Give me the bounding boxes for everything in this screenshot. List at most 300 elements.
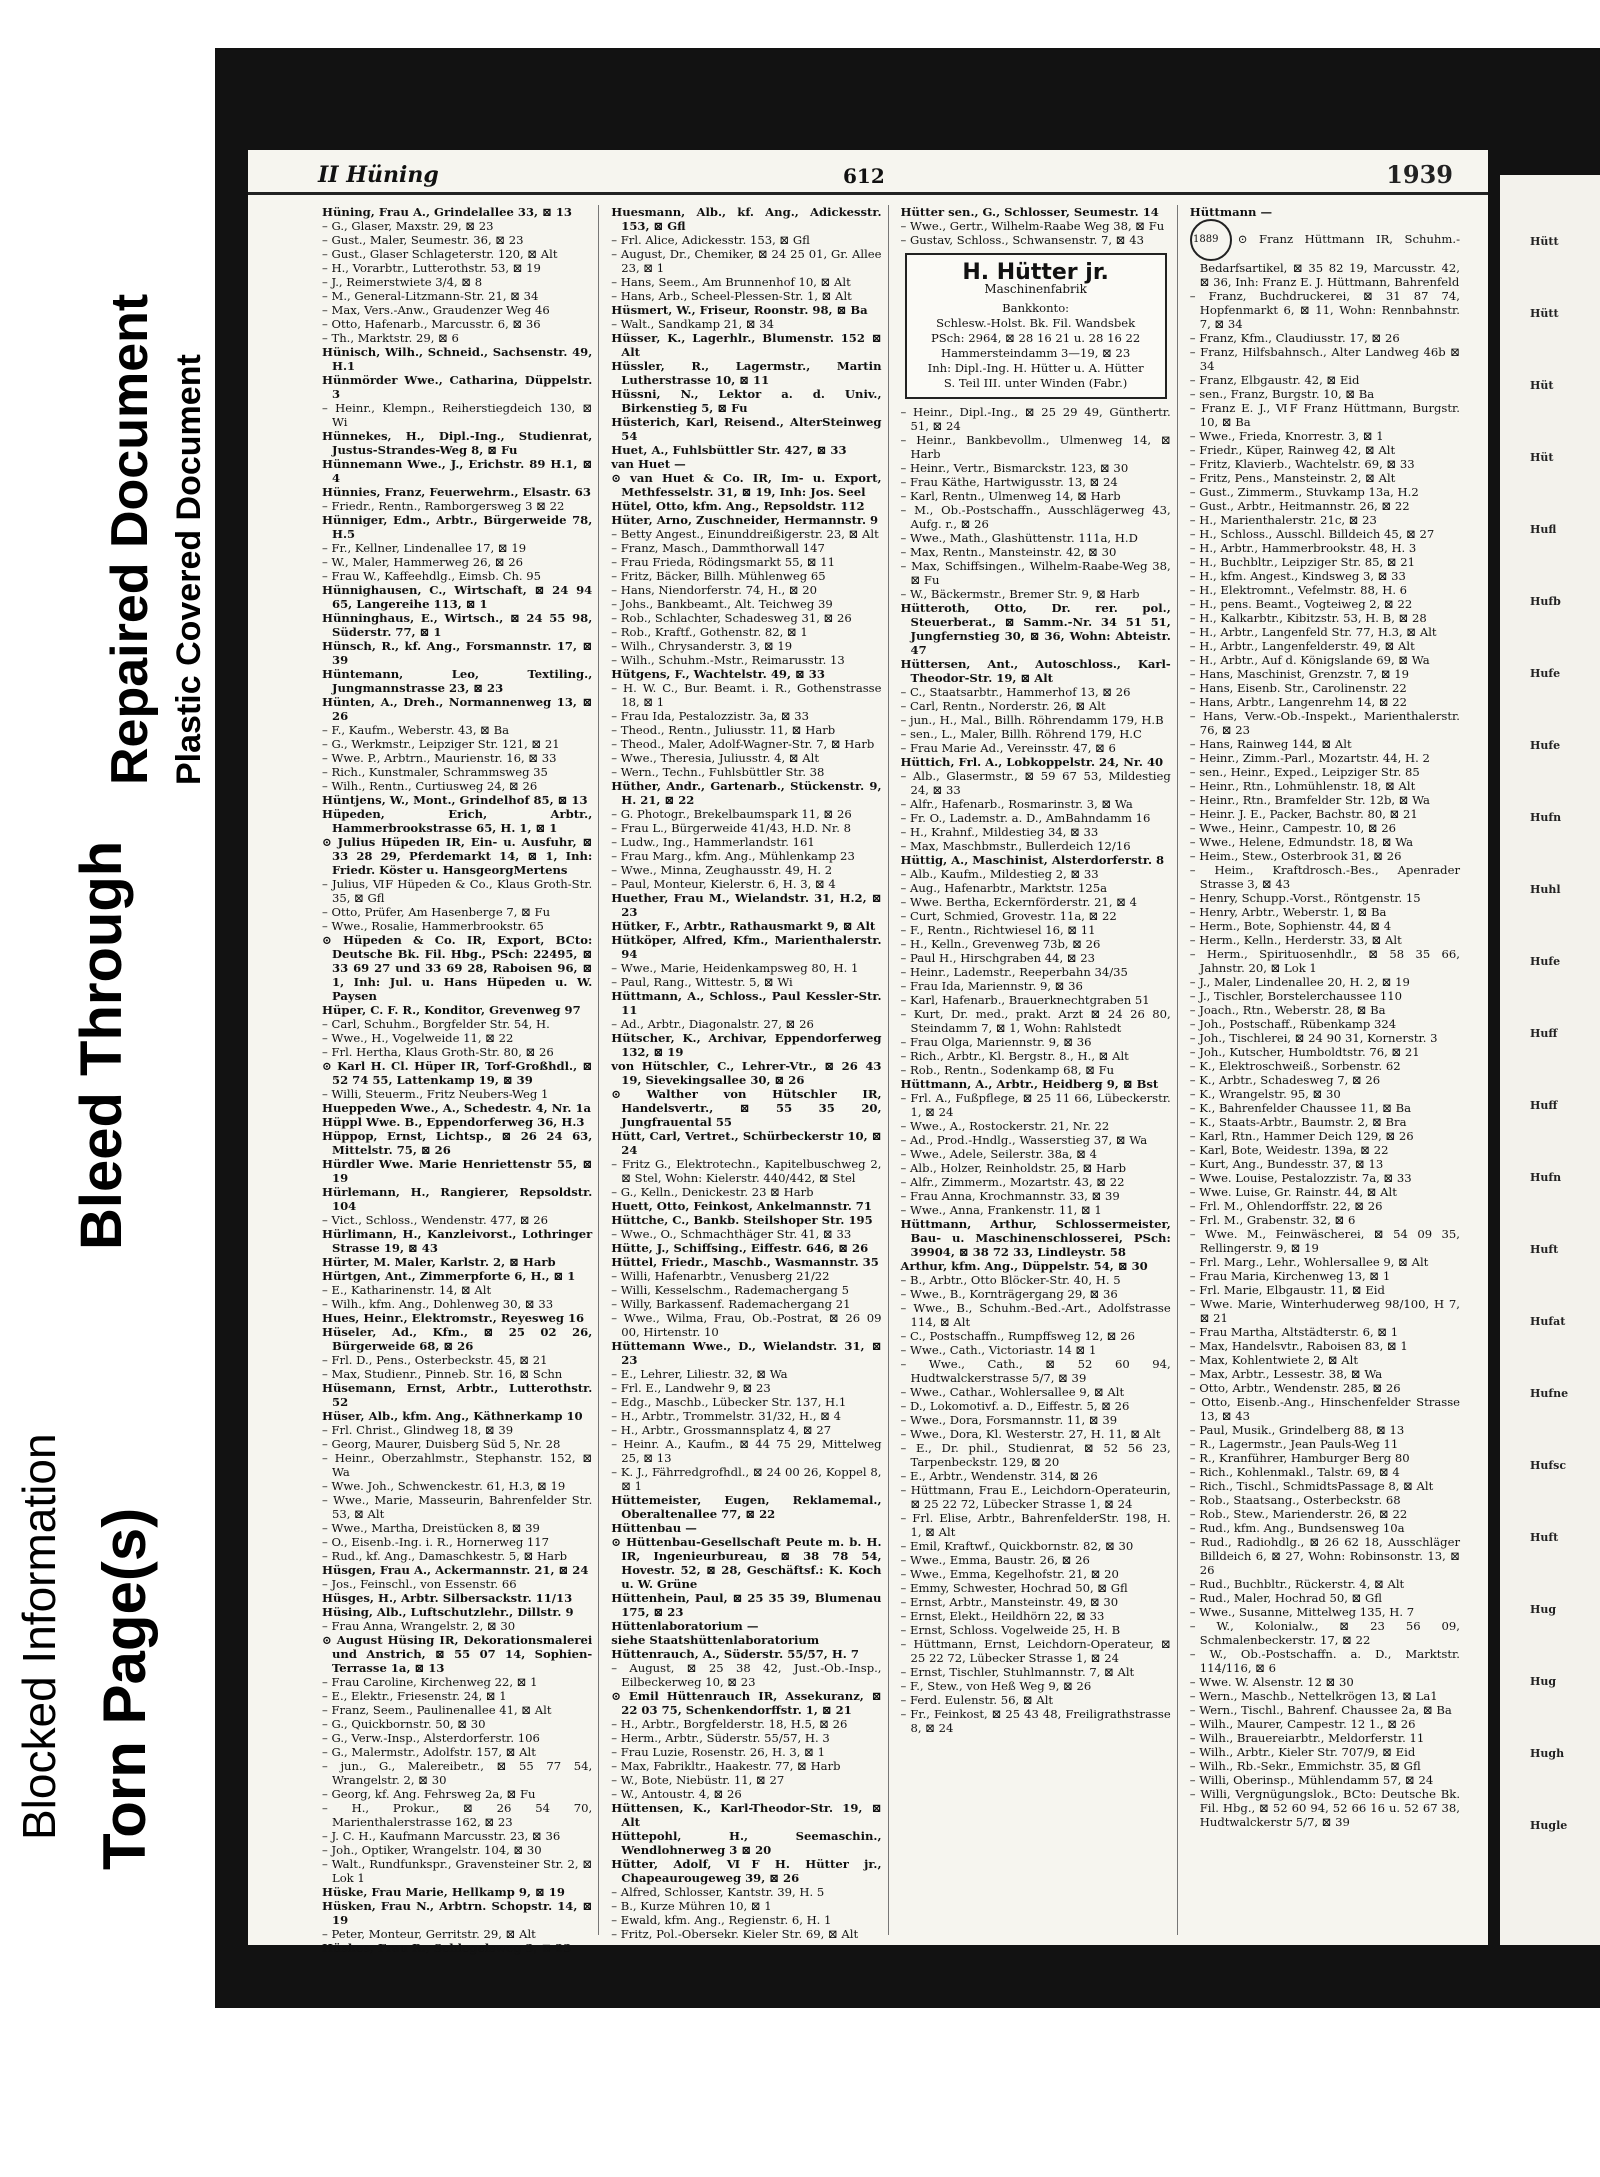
directory-entry: – Wwe., Minna, Zeughausstr. 49, H. 2 — [611, 863, 833, 877]
directory-entry: Hüsemann, Ernst, Arbtr., Lutterothstr. 52 — [322, 1381, 593, 1409]
directory-entry: – Alfred, Schlosser, Kantstr. 39, H. 5 — [611, 1885, 825, 1899]
directory-entry: – Frau Martha, Altstädterstr. 6, ⊠ 1 — [1189, 1325, 1399, 1339]
directory-entry: – Herm., Spirituosenhdlr., ⊠ 58 35 66, Jahnstr. 20, ⊠ Lok 1 — [1189, 947, 1460, 975]
directory-entry: – Frau Anna, Krochmannstr. 33, ⊠ 39 — [900, 1189, 1120, 1203]
directory-entry: – Otto, Arbtr., Wendenstr. 285, ⊠ 26 — [1189, 1381, 1401, 1395]
directory-entry: – Frl. Christ., Glindweg 18, ⊠ 39 — [322, 1423, 514, 1437]
directory-entry: Hüttmann, A., Schloss., Paul Kessler-Str. 11 — [611, 989, 882, 1017]
directory-entry-featured — [1190, 219, 1460, 289]
directory-entry: Hüttersen, Ant., Autoschloss., Karl-Theodor-Str. 19, ⊠ Alt — [900, 657, 1171, 685]
directory-entry: – Frau Käthe, Hartwigusstr. 13, ⊠ 24 — [900, 475, 1118, 489]
directory-entry: – Rob., Rentn., Sodenkamp 68, ⊠ Fu — [900, 1063, 1115, 1077]
adjacent-page-fragment: Hufb — [1530, 595, 1561, 608]
directory-entry: – Ernst, Tischler, Stuhlmannstr. 7, ⊠ Alt — [900, 1665, 1135, 1679]
directory-entry: – Hans, Seem., Am Brunnenhof 10, ⊠ Alt — [611, 275, 851, 289]
directory-entry: Hüttmann, A., Arbtr., Heidberg 9, ⊠ Bst — [900, 1077, 1159, 1091]
directory-entry: Hütter, Adolf, ⅥF H. Hütter jr., Chapeaurougeweg 39, ⊠ 26 — [611, 1857, 882, 1885]
directory-entry: – Herm., Kelln., Herderstr. 33, ⊠ Alt — [1189, 933, 1402, 947]
directory-entry: Hütköper, Alfred, Kfm., Marienthalerstr. 94 — [611, 933, 882, 961]
directory-entry: ⊙ Emil Hüttenrauch IR, Assekuranz, ⊠ 22 03 75, Schenkendorffstr. 1, ⊠ 21 — [611, 1689, 882, 1717]
directory-entry: – Rud., kf. Ang., Damaschkestr. 5, ⊠ Harb — [322, 1549, 568, 1563]
directory-entry: Hütel, Otto, kfm. Ang., Repsoldstr. 112 — [611, 499, 865, 513]
directory-entry: Hürlimann, H., Kanzleivorst., Lothringer Strasse 19, ⊠ 43 — [322, 1227, 593, 1255]
directory-entry: ⊙ Karl H. Cl. Hüper IR, Torf-Großhdl., ⊠ 52 74 55, Lattenkamp 19, ⊠ 39 — [322, 1059, 593, 1087]
directory-entry: – Edg., Maschb., Lübecker Str. 137, H.1 — [611, 1395, 847, 1409]
directory-entry: Hüppop, Ernst, Lichtsp., ⊠ 26 24 63, Mittelstr. 75, ⊠ 26 — [322, 1129, 593, 1157]
directory-entry: – Wilh., Maurer, Campestr. 12 1., ⊠ 26 — [1189, 1717, 1416, 1731]
directory-entry: – Friedr., Rentn., Ramborgersweg 3 ⊠ 22 — [322, 499, 565, 513]
directory-entry: ⊙ August Hüsing IR, Dekorationsmalerei und Anstrich, ⊠ 55 07 14, Sophien-Terrasse 1a, ⊠ 13 — [322, 1633, 593, 1675]
directory-entry: Hüsges, H., Arbtr. Silbersackstr. 11/13 — [322, 1591, 573, 1605]
directory-entry: – K., Wrangelstr. 95, ⊠ 30 — [1189, 1087, 1341, 1101]
directory-entry: – Rob., Kraftf., Gothenstr. 82, ⊠ 1 — [611, 625, 808, 639]
directory-entry: – Fritz, Pol.-Obersekr. Kieler Str. 69, ⊠ Alt — [611, 1927, 859, 1941]
directory-entry: – Walt., Sandkamp 21, ⊠ 34 — [611, 317, 775, 331]
adjacent-page-fragment: Hufe — [1530, 739, 1561, 752]
directory-entry: – Rich., Kunstmaler, Schrammsweg 35 — [322, 765, 548, 779]
adjacent-page-text — [1500, 235, 1600, 1833]
year-stamp: 1939 — [1386, 160, 1453, 189]
directory-entry: – Wwe. Luise, Gr. Rainstr. 44, ⊠ Alt — [1189, 1185, 1397, 1199]
directory-entry: – H. W. C., Bur. Beamt. i. R., Gothenstrasse 18, ⊠ 1 — [611, 681, 882, 709]
directory-entry: Hüning, Frau A., Grindelallee 33, ⊠ 13 — [322, 205, 572, 219]
adjacent-page-fragment: Hütt — [1530, 307, 1559, 320]
directory-entry: – H., kfm. Angest., Kindsweg 3, ⊠ 33 — [1189, 569, 1406, 583]
entry-columns — [316, 205, 1466, 1955]
directory-entry: – Frl. D., Pens., Osterbeckstr. 45, ⊠ 21 — [322, 1353, 548, 1367]
adjacent-page-fragment: Hug — [1530, 1603, 1557, 1616]
directory-entry: – jun., H., Mal., Billh. Röhrendamm 179, H.B — [900, 713, 1164, 727]
directory-entry: – Ernst, Elekt., Heildhörn 22, ⊠ 33 — [900, 1609, 1105, 1623]
directory-entry: – Ernst, Schloss. Vogelweide 25, H. B — [900, 1623, 1121, 1637]
directory-entry: – Joach., Rtn., Weberstr. 28, ⊠ Ba — [1189, 1003, 1386, 1017]
directory-entry: – H., Kalkarbtr., Kibitzstr. 53, H. B, ⊠ 28 — [1189, 611, 1427, 625]
directory-entry: – Wwe., Adele, Seilerstr. 38a, ⊠ 4 — [900, 1147, 1098, 1161]
directory-entry: – Curt, Schmied, Grovestr. 11a, ⊠ 22 — [900, 909, 1117, 923]
directory-entry: – Hans, Niendorferstr. 74, H., ⊠ 20 — [611, 583, 818, 597]
directory-entry: – Wern., Tischl., Bahrenf. Chaussee 2a, ⊠ Ba — [1189, 1703, 1452, 1717]
directory-entry: – R., Lagermstr., Jean Pauls-Weg 11 — [1189, 1437, 1399, 1451]
directory-entry: Hüttemann Wwe., D., Wielandstr. 31, ⊠ 23 — [611, 1339, 882, 1367]
directory-entry: – B., Kurze Mühren 10, ⊠ 1 — [611, 1899, 772, 1913]
directory-entry: – Wwe., Rosalie, Hammerbrookstr. 65 — [322, 919, 544, 933]
directory-entry: – Frau W., Kaffeehdlg., Eimsb. Ch. 95 — [322, 569, 542, 583]
directory-entry: Hürtgen, Ant., Zimmerpforte 6, H., ⊠ 1 — [322, 1269, 576, 1283]
adjacent-page-fragment: Huff — [1530, 1099, 1558, 1112]
column-1 — [316, 205, 599, 1955]
directory-entry: – Karl, Hafenarb., Brauerknechtgraben 51 — [900, 993, 1150, 1007]
directory-entry: – H., Prokur., ⊠ 26 54 70, Marienthalerstrasse 162, ⊠ 23 — [322, 1801, 593, 1829]
directory-entry: Hüttel, Friedr., Maschb., Wasmannstr. 35 — [611, 1255, 879, 1269]
directory-entry: – Fritz, Klavierb., Wachtelstr. 69, ⊠ 33 — [1189, 457, 1415, 471]
column-4 — [1184, 205, 1466, 1935]
page-header — [248, 150, 1488, 195]
directory-entry: – Wwe., Frieda, Knorrestr. 3, ⊠ 1 — [1189, 429, 1384, 443]
directory-entry: Huett, Otto, Feinkost, Ankelmannstr. 71 — [611, 1199, 872, 1213]
directory-entry: – Max, Kohlentwiete 2, ⊠ Alt — [1189, 1353, 1359, 1367]
column-3 — [895, 205, 1178, 1935]
directory-entry: – Peter, Monteur, Gerritstr. 29, ⊠ Alt — [322, 1927, 536, 1941]
directory-entry: Hues, Heinr., Elektromstr., Reyesweg 16 — [322, 1311, 585, 1325]
directory-entry: – W., Bote, Niebüstr. 11, ⊠ 27 — [611, 1773, 785, 1787]
adjacent-page-fragment: Huft — [1530, 1531, 1559, 1544]
directory-entry: – Ad., Prod.-Hndlg., Wasserstieg 37, ⊠ Wa — [900, 1133, 1148, 1147]
directory-entry: Hürter, M. Maler, Karlstr. 2, ⊠ Harb — [322, 1255, 556, 1269]
directory-entry: Hüttenlaboratorium — — [611, 1619, 759, 1633]
directory-entry: – Friedr., Küper, Rainweg 42, ⊠ Alt — [1189, 443, 1396, 457]
directory-entry: – Franz, Kfm., Claudiusstr. 17, ⊠ 26 — [1189, 331, 1400, 345]
directory-entry: – Wwe. P., Arbtrn., Maurienstr. 16, ⊠ 33 — [322, 751, 557, 765]
directory-entry: – Wilh., Rentn., Curtiusweg 24, ⊠ 26 — [322, 779, 538, 793]
directory-entry: – Franz, Hilfsbahnsch., Alter Landweg 46b ⊠ 34 — [1189, 345, 1460, 373]
directory-entry: – C., Postschaffn., Rumpffsweg 12, ⊠ 26 — [900, 1329, 1135, 1343]
ad-line: PSch: 2964, ⊠ 28 16 21 u. 28 16 22 — [930, 331, 1141, 345]
directory-entry: – Willi, Hafenarbtr., Venusberg 21/22 — [611, 1269, 830, 1283]
directory-entry: – Joh., Kutscher, Humboldtstr. 76, ⊠ 21 — [1189, 1045, 1420, 1059]
directory-entry: – Frau Marie Ad., Vereinsstr. 47, ⊠ 6 — [900, 741, 1116, 755]
directory-entry: – Paul H., Hirschgraben 44, ⊠ 23 — [900, 951, 1096, 965]
directory-entry: – H., Vorarbtr., Lutterothstr. 53, ⊠ 19 — [322, 261, 541, 275]
directory-entry: – M., Ob.-Postschaffn., Ausschlägerweg 43, Aufg. r., ⊠ 26 — [900, 503, 1171, 531]
directory-entry: – Hans, Arbtr., Langenrehm 14, ⊠ 22 — [1189, 695, 1408, 709]
directory-entry: ⊙ Julius Hüpeden IR, Ein- u. Ausfuhr, ⊠ 33 28 29, Pferdemarkt 14, ⊠ 1, Inh: Friedr. Köster u. HansgeorgMertens — [322, 835, 593, 877]
directory-entry: van Huet — — [611, 457, 686, 471]
directory-entry: – Aug., Hafenarbtr., Marktstr. 125a — [900, 881, 1108, 895]
directory-entry: Hüpeden, Erich, Arbtr., Hammerbrookstrasse 65, H. 1, ⊠ 1 — [322, 807, 593, 835]
directory-entry: – Otto, Eisenb.-Ang., Hinschenfelder Strasse 13, ⊠ 43 — [1189, 1395, 1460, 1423]
directory-entry: – Heinr., Oberzahlmstr., Stephanstr. 152, ⊠ Wa — [322, 1451, 593, 1479]
directory-entry: – Frau Ida, Mariennstr. 9, ⊠ 36 — [900, 979, 1083, 993]
directory-entry: – H., Marienthalerstr. 21c, ⊠ 23 — [1189, 513, 1377, 527]
directory-entry: – Frl. Hertha, Klaus Groth-Str. 80, ⊠ 26 — [322, 1045, 554, 1059]
directory-entry: – Heinr., Vertr., Bismarckstr. 123, ⊠ 30 — [900, 461, 1129, 475]
directory-entry: Hürdler Wwe. Marie Henriettenstr 55, ⊠ 19 — [322, 1157, 593, 1185]
directory-entry: Hünnemann Wwe., J., Erichstr. 89 H.1, ⊠ 4 — [322, 457, 593, 485]
adjacent-page-strip — [1500, 175, 1600, 1945]
adjacent-page-fragment: Hüt — [1530, 379, 1554, 392]
adjacent-page-fragment: Hufat — [1530, 1315, 1566, 1328]
directory-entry: – Hans, Arb., Scheel-Plessen-Str. 1, ⊠ Alt — [611, 289, 852, 303]
directory-entry: – sen., L., Maler, Billh. Röhrend 179, H.C — [900, 727, 1142, 741]
directory-entry: Huesmann, Alb., kf. Ang., Adickesstr. 153, ⊠ Gfl — [611, 205, 882, 233]
directory-entry: Hüttig, A., Maschinist, Alsterdorferstr. 8 — [900, 853, 1165, 867]
directory-entry: – Emmy, Schwester, Hochrad 50, ⊠ Gfl — [900, 1581, 1128, 1595]
directory-entry: – K., Bahrenfelder Chaussee 11, ⊠ Ba — [1189, 1101, 1412, 1115]
directory-entry: – Heinr., Zimm.-Parl., Mozartstr. 44, H. 2 — [1189, 751, 1430, 765]
directory-entry: – Wwe., Cath., ⊠ 52 60 94, Hudtwalckerstrasse 5/7, ⊠ 39 — [900, 1357, 1171, 1385]
directory-entry: – Wwe., Emma, Baustr. 26, ⊠ 26 — [900, 1553, 1090, 1567]
adjacent-page-fragment: Hufe — [1530, 667, 1561, 680]
directory-entry: – Wilh., Brauereiarbtr., Meldorferstr. 11 — [1189, 1731, 1425, 1745]
directory-entry: – Gust., Zimmerm., Stuvkamp 13a, H.2 — [1189, 485, 1419, 499]
directory-entry: – Max, Studienr., Pinneb. Str. 16, ⊠ Schn — [322, 1367, 563, 1381]
directory-entry: Hüntjens, W., Mont., Grindelhof 85, ⊠ 13 — [322, 793, 588, 807]
directory-entry: – Franz E. J., ⅥF Franz Hüttmann, Burgstr. 10, ⊠ Ba — [1189, 401, 1460, 429]
directory-entry: – C., Staatsarbtr., Hammerhof 13, ⊠ 26 — [900, 685, 1131, 699]
directory-entry: Hüttemeister, Eugen, Reklamemal., Oberaltenallee 77, ⊠ 22 — [611, 1493, 882, 1521]
directory-entry: – Frau Frieda, Rödingsmarkt 55, ⊠ 11 — [611, 555, 836, 569]
directory-entry: – Wilh., Arbtr., Kieler Str. 707/9, ⊠ Eid — [1189, 1745, 1416, 1759]
directory-entry: – Wern., Techn., Fuhlsbüttler Str. 38 — [611, 765, 825, 779]
directory-entry: – Fr., Kellner, Lindenallee 17, ⊠ 19 — [322, 541, 527, 555]
directory-entry: Hüssni, N., Lektor a. d. Univ., Birkenstieg 5, ⊠ Fu — [611, 387, 882, 415]
directory-entry: – Wwe., Dora, Kl. Westerstr. 27, H. 11, ⊠ Alt — [900, 1427, 1161, 1441]
directory-entry: – Wwe. M., Feinwäscherei, ⊠ 54 09 35, Rellingerstr. 9, ⊠ 19 — [1189, 1227, 1460, 1255]
directory-entry: – Gust., Maler, Seumestr. 36, ⊠ 23 — [322, 233, 524, 247]
directory-entry: – Wwe., Heinr., Campestr. 10, ⊠ 26 — [1189, 821, 1397, 835]
directory-entry: Hüttenrauch, A., Süderstr. 55/57, H. 7 — [611, 1647, 859, 1661]
directory-entry: – Franz, Buchdruckerei, ⊠ 31 87 74, Hopfenmarkt 6, ⊠ 11, Wohn: Rennbahnstr. 7, ⊠ 34 — [1189, 289, 1460, 331]
directory-entry: Huet, A., Fuhlsbüttler Str. 427, ⊠ 33 — [611, 443, 847, 457]
directory-entry: Hüttensen, K., Karl-Theodor-Str. 19, ⊠ Alt — [611, 1801, 882, 1829]
adjacent-page-fragment: Hufsc — [1530, 1459, 1567, 1472]
directory-entry: – H., Krahnf., Mildestieg 34, ⊠ 33 — [900, 825, 1099, 839]
directory-entry: – Max, Arbtr., Lessestr. 38, ⊠ Wa — [1189, 1367, 1383, 1381]
directory-entry: – jun., G., Malereibetr., ⊠ 55 77 54, Wrangelstr. 2, ⊠ 30 — [322, 1759, 593, 1787]
directory-entry: Hütter sen., G., Schlosser, Seumestr. 14 — [900, 205, 1159, 219]
directory-entry: – Frau Caroline, Kirchenweg 22, ⊠ 1 — [322, 1675, 538, 1689]
directory-entry: – Betty Angest., Einunddreißigerstr. 23, ⊠ Alt — [611, 527, 879, 541]
directory-entry: – Walt., Rundfunkspr., Gravensteiner Str. 2, ⊠ Lok 1 — [322, 1857, 593, 1885]
directory-entry: – Theod., Rentn., Juliusstr. 11, ⊠ Harb — [611, 723, 836, 737]
directory-entry: – Kurt, Ang., Bundesstr. 37, ⊠ 13 — [1189, 1157, 1384, 1171]
directory-entry: – Franz, Elbgaustr. 42, ⊠ Eid — [1189, 373, 1360, 387]
directory-entry: Hüskes, Frau R., Schlegelsweg 3, ⊠ 23 — [322, 1941, 572, 1955]
directory-entry: – Heinr. A., Kaufm., ⊠ 44 75 29, Mittelweg 25, ⊠ 13 — [611, 1437, 882, 1465]
directory-entry: – F., Stew., von Heß Weg 9, ⊠ 26 — [900, 1679, 1092, 1693]
label-bleed-through: Bleed Through — [69, 840, 134, 1250]
directory-entry: – G., Quickbornstr. 50, ⊠ 30 — [322, 1717, 486, 1731]
directory-entry: Hüttmann — — [1189, 205, 1273, 219]
directory-entry: Hüsken, Frau N., Arbtrn. Schopstr. 14, ⊠ 19 — [322, 1899, 593, 1927]
ad-line: Bankkonto: — [1002, 301, 1070, 315]
directory-entry: – Max, Rentn., Mansteinstr. 42, ⊠ 30 — [900, 545, 1117, 559]
directory-entry: – Kurt, Dr. med., prakt. Arzt ⊠ 24 26 80, Steindamm 7, ⊠ 1, Wohn: Rahlstedt — [900, 1007, 1171, 1035]
directory-entry: – Wwe. Marie, Winterhuderweg 98/100, H 7, ⊠ 21 — [1189, 1297, 1460, 1325]
directory-entry: Hüttmann, Arthur, Schlossermeister, Bau- u. Maschinenschlosserei, PSch: 39904, ⊠ 38 72 33, Lindleystr. 58 — [900, 1217, 1171, 1259]
directory-entry: – Heinr., Bankbevollm., Ulmenweg 14, ⊠ Harb — [900, 433, 1171, 461]
directory-entry: – Karl, Rtn., Hammer Deich 129, ⊠ 26 — [1189, 1129, 1414, 1143]
directory-entry: – H., Arbtr., Hammerbrookstr. 48, H. 3 — [1189, 541, 1417, 555]
directory-entry: – Otto, Prüfer, Am Hasenberge 7, ⊠ Fu — [322, 905, 551, 919]
ad-line: S. Teil III. unter Winden (Fabr.) — [943, 376, 1128, 390]
directory-entry: – F., Kaufm., Weberstr. 43, ⊠ Ba — [322, 723, 510, 737]
directory-entry: – Joh., Optiker, Wrangelstr. 104, ⊠ 30 — [322, 1843, 542, 1857]
directory-entry: – W., Ob.-Postschaffn. a. D., Marktstr. 114/116, ⊠ 6 — [1189, 1647, 1460, 1675]
directory-entry: – Heinr., Rtn., Lohmühlenstr. 18, ⊠ Alt — [1189, 779, 1416, 793]
directory-entry: – Wwe., Susanne, Mittelweg 135, H. 7 — [1189, 1605, 1415, 1619]
directory-entry: – Hüttmann, Ernst, Leichdorn-Operateur, ⊠ 25 22 72, Lübecker Strasse 1, ⊠ 24 — [900, 1637, 1171, 1665]
directory-entry: – Frau Luzie, Rosenstr. 26, H. 3, ⊠ 1 — [611, 1745, 825, 1759]
directory-entry: – sen., Heinr., Exped., Leipziger Str. 85 — [1189, 765, 1420, 779]
directory-entry: Hüttenhein, Paul, ⊠ 25 35 39, Blumenau 175, ⊠ 23 — [611, 1591, 882, 1619]
directory-entry: – Theod., Maler, Adolf-Wagner-Str. 7, ⊠ Harb — [611, 737, 875, 751]
adjacent-page-fragment: Huhl — [1530, 883, 1561, 896]
directory-entry: – Frl. M., Ohlendorffstr. 22, ⊠ 26 — [1189, 1199, 1383, 1213]
directory-entry: – F., Rentn., Richtwiesel 16, ⊠ 11 — [900, 923, 1096, 937]
directory-entry: – Frau Marg., kfm. Ang., Mühlenkamp 23 — [611, 849, 855, 863]
directory-entry: – Herm., Arbtr., Süderstr. 55/57, H. 3 — [611, 1731, 830, 1745]
directory-entry: ⊙ Hüttenbau-Gesellschaft Peute m. b. H. IR, Ingenieurbureau, ⊠ 38 78 54, Hovestr. 52, ⊠ 28, Geschäftsf.: K. Koch u. W. Grüne — [611, 1535, 882, 1591]
directory-entry: – K., Elektroschweiß., Sorbenstr. 62 — [1189, 1059, 1401, 1073]
directory-entry: – Rud., kfm. Ang., Bundsensweg 10a — [1189, 1521, 1405, 1535]
directory-entry: – Wilh., Schuhm.-Mstr., Reimarusstr. 13 — [611, 653, 845, 667]
directory-entry: – H., Arbtr., Auf d. Königslande 69, ⊠ Wa — [1189, 653, 1430, 667]
directory-entry: – Heinr., Lademstr., Reeperbahn 34/35 — [900, 965, 1128, 979]
directory-entry: Hüttepohl, H., Seemaschin., Wendlohnerweg 3 ⊠ 20 — [611, 1829, 882, 1857]
directory-entry: siehe Staatshüttenlaboratorium — [611, 1633, 820, 1647]
directory-entry: – Wwe., Gertr., Wilhelm-Raabe Weg 38, ⊠ Fu — [900, 219, 1165, 233]
directory-entry: – Frau Ida, Pestalozzistr. 3a, ⊠ 33 — [611, 709, 809, 723]
directory-entry: – Wwe., Theresia, Juliusstr. 4, ⊠ Alt — [611, 751, 819, 765]
directory-entry: Hünniger, Edm., Arbtr., Bürgerweide 78, H.5 — [322, 513, 593, 541]
directory-entry: – Wwe., Martha, Dreistücken 8, ⊠ 39 — [322, 1521, 540, 1535]
adjacent-page-fragment: Hufl — [1530, 523, 1557, 536]
directory-entry: – E., Dr. phil., Studienrat, ⊠ 52 56 23, Tarpenbeckstr. 129, ⊠ 20 — [900, 1441, 1171, 1469]
directory-entry: – Fritz G., Elektrotechn., Kapitelbuschweg 2, ⊠ Stel, Wohn: Kielerstr. 440/442, ⊠ Stel — [611, 1157, 882, 1185]
directory-entry: – Heim., Stew., Osterbrook 31, ⊠ 26 — [1189, 849, 1402, 863]
directory-entry: – Ad., Arbtr., Diagonalstr. 27, ⊠ 26 — [611, 1017, 814, 1031]
directory-entry: – August, Dr., Chemiker, ⊠ 24 25 01, Gr. Allee 23, ⊠ 1 — [611, 247, 882, 275]
directory-entry: – Rob., Schlachter, Schadesweg 31, ⊠ 26 — [611, 611, 852, 625]
directory-entry: – Frl. E., Landwehr 9, ⊠ 23 — [611, 1381, 771, 1395]
directory-entry: – Max, Vers.-Anw., Graudenzer Weg 46 — [322, 303, 550, 317]
directory-entry: – Rich., Kohlenmakl., Talstr. 69, ⊠ 4 — [1189, 1465, 1400, 1479]
directory-entry: – sen., Franz, Burgstr. 10, ⊠ Ba — [1189, 387, 1375, 401]
directory-entry: – Hans, Rainweg 144, ⊠ Alt — [1189, 737, 1352, 751]
section-heading: II Hüning — [318, 162, 439, 188]
directory-entry: – Alb., Holzer, Reinholdstr. 25, ⊠ Harb — [900, 1161, 1127, 1175]
directory-entry: – Wwe., Dora, Forsmannstr. 11, ⊠ 39 — [900, 1413, 1118, 1427]
directory-entry: – G., Glaser, Maxstr. 29, ⊠ 23 — [322, 219, 494, 233]
directory-entry: – Wwe., O., Schmachthäger Str. 41, ⊠ 33 — [611, 1227, 852, 1241]
directory-entry: – Willi, Kesselschm., Rademachergang 5 — [611, 1283, 850, 1297]
directory-entry: – G., Verw.-Insp., Alsterdorferstr. 106 — [322, 1731, 540, 1745]
directory-entry: – Ferd. Eulenstr. 56, ⊠ Alt — [900, 1693, 1054, 1707]
directory-entry: – Frl. M., Grabenstr. 32, ⊠ 6 — [1189, 1213, 1356, 1227]
directory-entry: – Max, Schiffsingen., Wilhelm-Raabe-Weg 38, ⊠ Fu — [900, 559, 1171, 587]
directory-entry: – Henry, Schupp.-Vorst., Röntgenstr. 15 — [1189, 891, 1421, 905]
ad-line: Inh: Dipl.-Ing. H. Hütter u. A. Hütter — [927, 361, 1144, 375]
directory-entry: – Alfr., Zimmerm., Mozartstr. 43, ⊠ 22 — [900, 1175, 1125, 1189]
directory-entry: Hüttenbau — — [611, 1521, 697, 1535]
directory-entry: – K. J., Fährredgrofhdl., ⊠ 24 00 26, Koppel 8, ⊠ 1 — [611, 1465, 882, 1493]
directory-entry: Hütteroth, Otto, Dr. rer. pol., Steuerberat., ⊠ Samm.-Nr. 34 51 51, Jungfernstieg 30, ⊠ 36, Wohn: Abteistr. 47 — [900, 601, 1171, 657]
directory-entry: – Rich., Arbtr., Kl. Bergstr. 8., H., ⊠ Alt — [900, 1049, 1129, 1063]
directory-entry: – H., pens. Beamt., Vogteiweg 2, ⊠ 22 — [1189, 597, 1413, 611]
column-2 — [605, 205, 888, 1941]
directory-entry: Hünsch, R., kf. Ang., Forsmannstr. 17, ⊠ 39 — [322, 639, 593, 667]
adjacent-page-fragment: Hugle — [1530, 1819, 1568, 1832]
directory-entry: Hüsing, Alb., Luftschutzlehr., Dillstr. 9 — [322, 1605, 574, 1619]
directory-entry: – Wwe., H., Vogelweide 11, ⊠ 22 — [322, 1031, 514, 1045]
directory-entry: – Herm., Bote, Sophienstr. 44, ⊠ 4 — [1189, 919, 1392, 933]
directory-entry: – Willi, Vergnügungslok., BCto: Deutsche Bk. Fil. Hbg., ⊠ 52 60 94, 52 66 16 u. 52 67 38, Hudtwalckerstr 5/7, ⊠ 39 — [1189, 1787, 1460, 1829]
directory-entry: – G., Kelln., Denickestr. 23 ⊠ Harb — [611, 1185, 814, 1199]
directory-entry: – Paul, Rang., Wittestr. 5, ⊠ Wi — [611, 975, 793, 989]
directory-entry: Hünnekes, H., Dipl.-Ing., Studienrat, Justus-Strandes-Weg 8, ⊠ Fu — [322, 429, 593, 457]
directory-entry: – R., Kranführer, Hamburger Berg 80 — [1189, 1451, 1410, 1465]
directory-entry: – B., Arbtr., Otto Blöcker-Str. 40, H. 5 — [900, 1273, 1121, 1287]
adjacent-page-fragment: Hütt — [1530, 235, 1559, 248]
directory-entry: – Wwe., Marie, Masseurin, Bahrenfelder Str. 53, ⊠ Alt — [322, 1493, 593, 1521]
directory-entry: – Wwe., Emma, Kegelhofstr. 21, ⊠ 20 — [900, 1567, 1119, 1581]
adjacent-page-fragment: Hugh — [1530, 1747, 1565, 1760]
directory-entry: Huether, Frau M., Wielandstr. 31, H.2, ⊠ 23 — [611, 891, 882, 919]
directory-entry: – J., Maler, Lindenallee 20, H. 2, ⊠ 19 — [1189, 975, 1410, 989]
directory-entry: – Rich., Tischl., SchmidtsPassage 8, ⊠ Alt — [1189, 1479, 1434, 1493]
directory-entry: – Ernst, Arbtr., Mansteinstr. 49, ⊠ 30 — [900, 1595, 1119, 1609]
directory-entry: – Rud., Maler, Hochrad 50, ⊠ Gfl — [1189, 1591, 1383, 1605]
directory-entry: – Frau L., Bürgerweide 41/43, H.D. Nr. 8 — [611, 821, 851, 835]
directory-entry: – Fr., Feinkost, ⊠ 25 43 48, Freiligrathstrasse 8, ⊠ 24 — [900, 1707, 1171, 1735]
directory-entry: – Frl. Elise, Arbtr., BahrenfelderStr. 198, H. 1, ⊠ Alt — [900, 1511, 1171, 1539]
page-number: 612 — [843, 164, 885, 188]
directory-entry: – Vict., Schloss., Wendenstr. 477, ⊠ 26 — [322, 1213, 549, 1227]
directory-entry: – Rob., Stew., Marienderstr. 26, ⊠ 22 — [1189, 1507, 1408, 1521]
directory-entry: – G., Werkmstr., Leipziger Str. 121, ⊠ 21 — [322, 737, 560, 751]
directory-entry: – H., Arbtr., Trommelstr. 31/32, H., ⊠ 4 — [611, 1409, 842, 1423]
directory-entry: – Hans, Eisenb. Str., Carolinenstr. 22 — [1189, 681, 1407, 695]
directory-entry: ⊙ Hüpeden & Co. IR, Export, BCto: Deutsche Bk. Fil. Hbg., PSch: 22495, ⊠ 33 69 27 und 33 69 28, Raboisen 96, ⊠ 1, Inh: Jul. u. Hans Hüpeden u. W. Paysen — [322, 933, 593, 1003]
featured-entry-text: ⊙ Franz Hüttmann IR, Schuhm.-Bedarfsartikel, ⊠ 35 82 19, Marcusstr. 42, ⊠ 36, Inh: Franz E. J. Hüttmann, Bahrenfeld — [1199, 232, 1460, 289]
directory-entry: – Willy, Barkassenf. Rademachergang 21 — [611, 1297, 851, 1311]
directory-entry: – O., Eisenb.-Ing. i. R., Hornerweg 117 — [322, 1535, 550, 1549]
adjacent-page-fragment: Hug — [1530, 1675, 1557, 1688]
directory-entry: – Ludw., Ing., Hammerlandstr. 161 — [611, 835, 815, 849]
directory-entry: – Wwe. Bertha, Eckernförderstr. 21, ⊠ 4 — [900, 895, 1138, 909]
directory-entry: – Wwe., Cathar., Wohlersallee 9, ⊠ Alt — [900, 1385, 1125, 1399]
directory-entry: – Franz, Seem., Paulinenallee 41, ⊠ Alt — [322, 1703, 552, 1717]
directory-entry: – H., Arbtr., Borgfelderstr. 18, H.5, ⊠ 26 — [611, 1717, 848, 1731]
directory-entry: – Wilh., Rb.-Sekr., Emmichstr. 35, ⊠ Gfl — [1189, 1759, 1421, 1773]
directory-entry: – H., Schloss., Ausschl. Billdeich 45, ⊠ 27 — [1189, 527, 1435, 541]
directory-entry: – Heinr., Klempn., Reiherstiegdeich 130, ⊠ Wi — [322, 401, 593, 429]
directory-entry: – Wwe., A., Rostockerstr. 21, Nr. 22 — [900, 1119, 1110, 1133]
directory-entry: – Frau Olga, Mariennstr. 9, ⊠ 36 — [900, 1035, 1092, 1049]
directory-entry: – Georg, kf. Ang. Fehrsweg 2a, ⊠ Fu — [322, 1787, 536, 1801]
label-torn-pages: Torn Page(s) — [91, 1507, 158, 1870]
directory-entry: – Frau Anna, Wrangelstr. 2, ⊠ 30 — [322, 1619, 516, 1633]
directory-entry: – Willi, Oberinsp., Mühlendamm 57, ⊠ 24 — [1189, 1773, 1434, 1787]
directory-entry: – E., Lehrer, Liliestr. 32, ⊠ Wa — [611, 1367, 788, 1381]
directory-entry: Hünninghaus, E., Wirtsch., ⊠ 24 55 98, Süderstr. 77, ⊠ 1 — [322, 611, 593, 639]
directory-entry: – H., Elektromnt., Vefelmstr. 88, H. 6 — [1189, 583, 1408, 597]
directory-entry: – Wwe., Math., Glashüttenstr. 111a, H.D — [900, 531, 1138, 545]
directory-entry: – Alb., Glasermstr., ⊠ 59 67 53, Mildestieg 24, ⊠ 33 — [900, 769, 1171, 797]
directory-entry: – Karl, Bote, Weidestr. 139a, ⊠ 22 — [1189, 1143, 1389, 1157]
directory-entry: – Alb., Kaufm., Mildestieg 2, ⊠ 33 — [900, 867, 1099, 881]
directory-entry: – Julius, ⅥF Hüpeden & Co., Klaus Groth-Str. 35, ⊠ Gfl — [322, 877, 593, 905]
ad-title: H. Hütter jr. — [962, 260, 1109, 285]
directory-entry: Hütker, F., Arbtr., Rathausmarkt 9, ⊠ Alt — [611, 919, 876, 933]
directory-entry: – E., Katharinenstr. 14, ⊠ Alt — [322, 1283, 492, 1297]
directory-entry: Hütte, J., Schiffsing., Eiffestr. 646, ⊠ 26 — [611, 1241, 869, 1255]
directory-entry: – Frau Maria, Kirchenweg 13, ⊠ 1 — [1189, 1269, 1391, 1283]
directory-entry: – Ewald, kfm. Ang., Regienstr. 6, H. 1 — [611, 1913, 832, 1927]
directory-entry: – Frl. A., Fußpflege, ⊠ 25 11 66, Lübeckerstr. 1, ⊠ 24 — [900, 1091, 1171, 1119]
directory-entry: – D., Lokomotivf. a. D., Eiffestr. 5, ⊠ 26 — [900, 1399, 1130, 1413]
directory-entry: – Heinr., Dipl.-Ing., ⊠ 25 29 49, Günthertr. 51, ⊠ 24 — [900, 405, 1171, 433]
directory-entry: – Wern., Maschb., Nettelkrögen 13, ⊠ La1 — [1189, 1689, 1438, 1703]
directory-entry: – Wwe. Louise, Pestalozzistr. 7a, ⊠ 33 — [1189, 1171, 1412, 1185]
directory-entry: Hüsser, K., Lagerhlr., Blumenstr. 152 ⊠ Alt — [611, 331, 882, 359]
ad-subtitle: Maschinenfabrik — [984, 282, 1087, 296]
company-seal-icon: 1889 — [1190, 219, 1232, 261]
adjacent-page-fragment: Huft — [1530, 1243, 1559, 1256]
directory-entry: Hüske, Frau Marie, Hellkamp 9, ⊠ 19 — [322, 1885, 565, 1899]
directory-entry: – H., Arbtr., Grossmannsplatz 4, ⊠ 27 — [611, 1423, 832, 1437]
